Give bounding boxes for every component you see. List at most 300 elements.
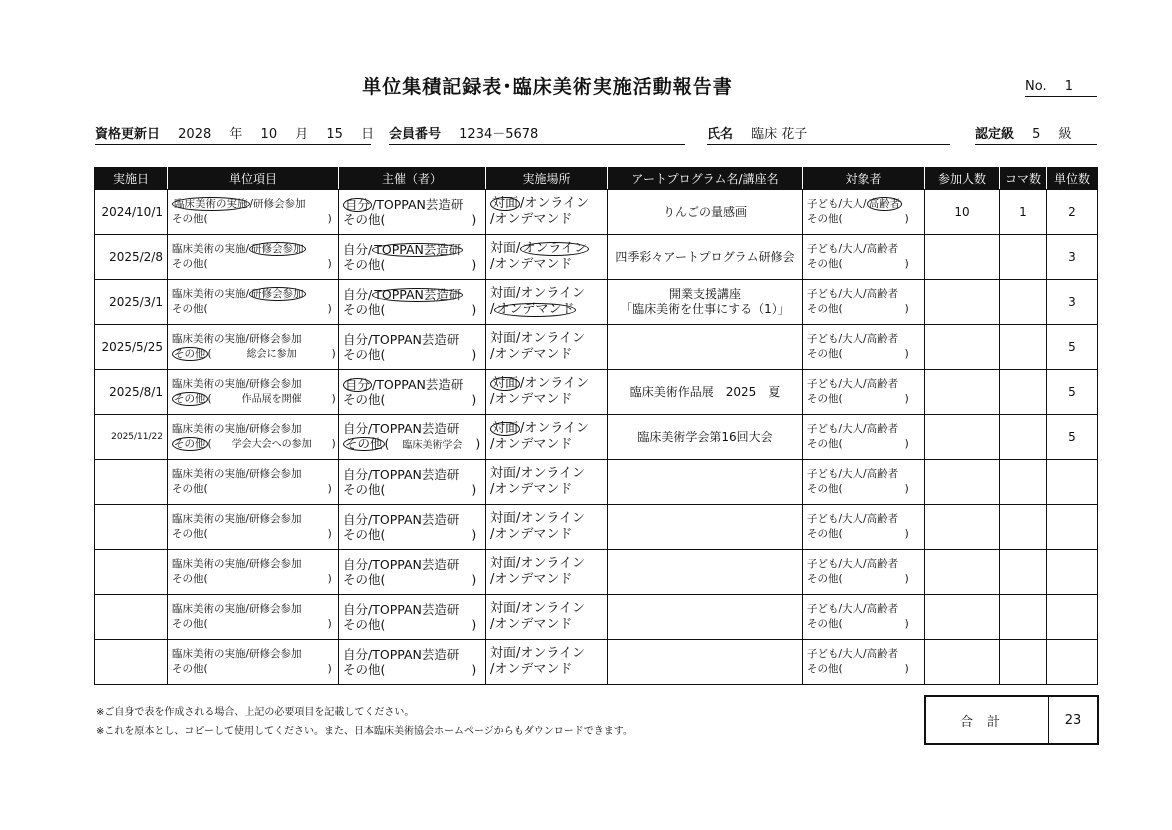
organizer-cell <box>339 505 486 550</box>
option-clinical-art: 臨床美術の実施 <box>172 513 246 525</box>
option-in-person: 対面 <box>490 601 517 616</box>
option-online: オンライン <box>520 646 586 661</box>
header-venue: 実施場所 <box>486 168 608 190</box>
program-cell <box>608 550 803 595</box>
program-line: 臨床美術学会第16回大会 <box>637 429 773 444</box>
paren-open: ( <box>207 348 212 360</box>
option-on-demand: /オンデマンド <box>490 482 573 497</box>
option-on-demand: /オンデマンド <box>490 257 573 272</box>
option-adults: 大人 <box>842 288 864 300</box>
place-separator: / <box>516 466 521 481</box>
option-on-demand: /オンデマンド <box>490 617 573 632</box>
paren-open: ( <box>838 213 843 225</box>
option-on-demand: /オンデマンド <box>490 392 573 407</box>
option-elderly: 高齢者 <box>866 468 899 480</box>
place-separator: / <box>516 601 521 616</box>
credits-cell: 3 <box>1047 280 1098 325</box>
option-unit-other: その他 <box>172 618 204 630</box>
place-separator: / <box>490 302 495 317</box>
place-separator: / <box>520 196 525 211</box>
paren-open: ( <box>384 436 390 451</box>
option-in-person: 対面 <box>492 376 519 391</box>
option-online: オンライン <box>524 196 590 211</box>
place-separator: / <box>516 331 521 346</box>
doc-no-label: No. <box>1025 79 1047 94</box>
paren-open: ( <box>207 438 212 450</box>
target-cell <box>803 640 925 685</box>
document-number <box>1025 79 1097 97</box>
renewal-date-field <box>95 123 375 145</box>
option-training: 研修会参加 <box>249 603 302 615</box>
participants-cell <box>925 415 1000 460</box>
footnotes <box>96 703 633 741</box>
member-label: 会員番号 <box>389 127 442 142</box>
option-on-demand: /オンデマンド <box>490 662 573 677</box>
paren-open: ( <box>838 348 843 360</box>
sessions-cell <box>1000 325 1047 370</box>
date-cell: 2025/11/22 <box>95 415 168 460</box>
credits-cell: 5 <box>1047 325 1098 370</box>
option-on-demand: /オンデマンド <box>490 212 573 227</box>
organizer-cell <box>339 640 486 685</box>
option-children: 子ども <box>807 558 839 570</box>
option-online: オンライン <box>520 556 586 571</box>
paren-close: ) <box>904 258 909 270</box>
org-separator: / <box>372 197 377 212</box>
paren-open: ( <box>838 663 843 675</box>
credits-cell: 5 <box>1047 415 1098 460</box>
credits-cell <box>1047 640 1098 685</box>
option-self: 自分 <box>343 332 369 347</box>
paren-open: ( <box>380 302 386 317</box>
paren-open: ( <box>203 483 208 495</box>
option-online: オンライン <box>520 601 586 616</box>
org-separator: / <box>368 287 373 302</box>
option-toppan: TOPPAN芸造研 <box>372 512 460 527</box>
option-elderly: 高齢者 <box>866 243 899 255</box>
program-cell <box>608 640 803 685</box>
total-value: 23 <box>1064 712 1082 728</box>
target-separator: / <box>863 423 867 435</box>
program-cell <box>608 595 803 640</box>
option-training: 研修会参加 <box>249 333 302 345</box>
paren-close: ) <box>904 303 909 315</box>
sessions-cell <box>1000 460 1047 505</box>
venue-cell <box>486 505 608 550</box>
unit-separator: / <box>245 243 250 255</box>
paren-close: ) <box>471 662 477 677</box>
program-line: りんごの量感画 <box>662 204 747 219</box>
option-self: 自分 <box>345 197 371 212</box>
option-on-demand: オンデマンド <box>496 302 575 317</box>
option-unit-other: その他 <box>174 438 206 450</box>
place-separator: / <box>520 421 525 436</box>
paren-close: ) <box>327 303 332 315</box>
header-sessions: コマ数 <box>1000 168 1047 190</box>
option-toppan: TOPPAN芸造研 <box>372 467 460 482</box>
option-clinical-art: 臨床美術の実施 <box>172 648 246 660</box>
unit-separator: / <box>245 513 250 525</box>
unit-item-cell <box>168 280 339 325</box>
paren-close: ) <box>904 213 909 225</box>
program-line: 「臨床美術を仕事にする（1）」 <box>620 302 790 316</box>
doc-no-value: 1 <box>1064 79 1074 94</box>
unit-other-text: 総会に参加 <box>246 349 297 360</box>
unit-item-cell <box>168 415 339 460</box>
paren-open: ( <box>838 438 843 450</box>
organizer-cell <box>339 595 486 640</box>
paren-close: ) <box>327 618 332 630</box>
option-in-person: 対面 <box>490 556 517 571</box>
target-separator: / <box>838 198 843 210</box>
option-org-other: その他 <box>343 347 381 362</box>
name-label: 氏名 <box>707 127 734 142</box>
participants-cell <box>925 325 1000 370</box>
table-row <box>95 505 1098 550</box>
sessions-cell <box>1000 640 1047 685</box>
option-elderly: 高齢者 <box>866 558 899 570</box>
venue-cell <box>486 280 608 325</box>
option-in-person: 対面 <box>490 646 517 661</box>
participants-cell <box>925 640 1000 685</box>
option-clinical-art: 臨床美術の実施 <box>172 423 246 435</box>
program-cell <box>608 505 803 550</box>
option-adults: 大人 <box>842 423 864 435</box>
paren-open: ( <box>380 617 386 632</box>
organizer-cell <box>339 235 486 280</box>
paren-close: ) <box>471 572 477 587</box>
option-org-other: その他 <box>343 617 381 632</box>
paren-close: ) <box>471 302 477 317</box>
renewal-label: 資格更新日 <box>95 127 161 142</box>
paren-open: ( <box>380 527 386 542</box>
unit-item-cell <box>168 595 339 640</box>
option-elderly: 高齢者 <box>866 378 899 390</box>
participants-cell <box>925 505 1000 550</box>
option-children: 子ども <box>807 603 839 615</box>
option-children: 子ども <box>807 468 839 480</box>
target-separator: / <box>838 603 843 615</box>
paren-open: ( <box>380 257 386 272</box>
option-clinical-art: 臨床美術の実施 <box>172 288 246 300</box>
target-cell <box>803 280 925 325</box>
option-in-person: 対面 <box>490 286 517 301</box>
option-org-other: その他 <box>343 662 381 677</box>
table-row <box>95 190 1098 235</box>
org-separator: / <box>368 602 373 617</box>
paren-open: ( <box>838 573 843 585</box>
target-cell <box>803 550 925 595</box>
paren-close: ) <box>327 663 332 675</box>
option-target-other: その他 <box>807 348 839 360</box>
org-separator: / <box>368 332 373 347</box>
paren-open: ( <box>203 663 208 675</box>
paren-close: ) <box>327 528 332 540</box>
credits-cell: 3 <box>1047 235 1098 280</box>
option-clinical-art: 臨床美術の実施 <box>172 603 246 615</box>
member-number: 1234－5678 <box>459 127 539 142</box>
place-separator: / <box>520 376 525 391</box>
sessions-cell: 1 <box>1000 190 1047 235</box>
paren-close: ) <box>475 436 481 451</box>
renewal-year: 2028 <box>178 127 212 142</box>
paren-close: ) <box>327 483 332 495</box>
target-separator: / <box>863 198 867 210</box>
option-target-other: その他 <box>807 483 839 495</box>
organizer-cell <box>339 370 486 415</box>
sessions-cell <box>1000 370 1047 415</box>
paren-open: ( <box>838 483 843 495</box>
table-row <box>95 280 1098 325</box>
target-separator: / <box>838 333 843 345</box>
paren-close: ) <box>904 393 909 405</box>
activity-log-table <box>94 167 1098 685</box>
option-unit-other: その他 <box>172 303 204 315</box>
table-row <box>95 325 1098 370</box>
paren-open: ( <box>380 662 386 677</box>
option-online: オンライン <box>520 466 586 481</box>
participants-cell <box>925 235 1000 280</box>
option-children: 子ども <box>807 198 839 210</box>
paren-close: ) <box>327 213 332 225</box>
target-cell <box>803 325 925 370</box>
option-self: 自分 <box>343 602 369 617</box>
paren-close: ) <box>471 212 477 227</box>
paren-close: ) <box>327 258 332 270</box>
participants-cell <box>925 460 1000 505</box>
paren-close: ) <box>904 663 909 675</box>
option-adults: 大人 <box>842 198 864 210</box>
option-training: 研修会参加 <box>251 243 304 255</box>
option-children: 子ども <box>807 513 839 525</box>
option-training: 研修会参加 <box>251 288 304 300</box>
option-org-other: その他 <box>343 257 381 272</box>
option-online: オンライン <box>520 511 586 526</box>
option-unit-other: その他 <box>172 663 204 675</box>
option-unit-other: その他 <box>174 393 206 405</box>
option-elderly: 高齢者 <box>866 513 899 525</box>
organizer-cell <box>339 550 486 595</box>
organizer-cell <box>339 415 486 460</box>
participants-cell: 10 <box>925 190 1000 235</box>
renewal-month: 10 <box>260 127 278 142</box>
grade-field <box>975 123 1097 145</box>
venue-cell <box>486 190 608 235</box>
table-header-row <box>95 168 1098 190</box>
member-number-field <box>389 123 685 145</box>
program-cell <box>608 190 803 235</box>
table-row <box>95 550 1098 595</box>
option-in-person: 対面 <box>490 511 517 526</box>
venue-cell <box>486 370 608 415</box>
option-on-demand: /オンデマンド <box>490 572 573 587</box>
date-cell <box>95 550 168 595</box>
unit-item-cell <box>168 640 339 685</box>
paren-close: ) <box>904 438 909 450</box>
sessions-cell <box>1000 235 1047 280</box>
paren-open: ( <box>380 212 386 227</box>
option-elderly: 高齢者 <box>866 288 899 300</box>
document-title: 単位集積記録表･臨床美術実施活動報告書 <box>362 76 733 98</box>
program-cell <box>608 235 803 280</box>
unit-separator: / <box>245 468 250 480</box>
org-separator: / <box>368 421 373 436</box>
target-cell <box>803 460 925 505</box>
unit-item-cell <box>168 325 339 370</box>
option-self: 自分 <box>343 647 369 662</box>
option-elderly: 高齢者 <box>868 198 901 210</box>
program-cell <box>608 415 803 460</box>
paren-open: ( <box>207 393 212 405</box>
paren-open: ( <box>838 393 843 405</box>
option-online: オンライン <box>522 241 588 256</box>
option-target-other: その他 <box>807 258 839 270</box>
option-target-other: その他 <box>807 393 839 405</box>
credits-cell <box>1047 550 1098 595</box>
footnote-1: ※ご自身で表を作成される場合、上記の必要項目を記載してください。 <box>96 707 415 718</box>
target-separator: / <box>863 243 867 255</box>
option-elderly: 高齢者 <box>866 333 899 345</box>
target-cell <box>803 235 925 280</box>
unit-item-cell <box>168 550 339 595</box>
table-row <box>95 595 1098 640</box>
date-cell: 2024/10/1 <box>95 190 168 235</box>
option-adults: 大人 <box>842 603 864 615</box>
option-online: オンライン <box>524 421 590 436</box>
option-self: 自分 <box>343 287 369 302</box>
venue-cell <box>486 460 608 505</box>
table-body <box>95 190 1098 685</box>
org-separator: / <box>368 467 373 482</box>
option-on-demand: /オンデマンド <box>490 347 573 362</box>
paren-close: ) <box>904 618 909 630</box>
paren-close: ) <box>471 257 477 272</box>
organizer-cell <box>339 280 486 325</box>
option-children: 子ども <box>807 333 839 345</box>
participants-cell <box>925 595 1000 640</box>
date-cell <box>95 460 168 505</box>
option-adults: 大人 <box>842 558 864 570</box>
sessions-cell <box>1000 280 1047 325</box>
date-cell: 2025/5/25 <box>95 325 168 370</box>
member-name: 臨床 花子 <box>751 127 808 142</box>
credits-cell: 2 <box>1047 190 1098 235</box>
table-row <box>95 460 1098 505</box>
unit-separator: / <box>245 333 250 345</box>
target-separator: / <box>863 603 867 615</box>
sessions-cell <box>1000 550 1047 595</box>
option-elderly: 高齢者 <box>866 603 899 615</box>
target-separator: / <box>838 243 843 255</box>
target-cell <box>803 505 925 550</box>
venue-cell <box>486 415 608 460</box>
option-org-other: その他 <box>343 392 381 407</box>
option-in-person: 対面 <box>490 241 517 256</box>
option-toppan: TOPPAN芸造研 <box>374 287 462 302</box>
date-cell <box>95 505 168 550</box>
date-cell: 2025/3/1 <box>95 280 168 325</box>
option-adults: 大人 <box>842 648 864 660</box>
sessions-cell <box>1000 595 1047 640</box>
venue-cell <box>486 640 608 685</box>
unit-other-text: 作品展を開催 <box>241 394 302 405</box>
option-self: 自分 <box>343 467 369 482</box>
program-cell <box>608 460 803 505</box>
org-separator: / <box>368 647 373 662</box>
paren-open: ( <box>838 618 843 630</box>
renewal-month-unit: 月 <box>295 127 309 142</box>
program-line: 四季彩々アートプログラム研修会 <box>615 249 795 264</box>
header-target: 対象者 <box>803 168 925 190</box>
participants-cell <box>925 550 1000 595</box>
paren-open: ( <box>380 392 386 407</box>
option-toppan: TOPPAN芸造研 <box>376 197 464 212</box>
paren-open: ( <box>203 528 208 540</box>
header-organizer: 主催（者） <box>339 168 486 190</box>
paren-open: ( <box>838 258 843 270</box>
option-unit-other: その他 <box>174 348 206 360</box>
table-row <box>95 370 1098 415</box>
target-separator: / <box>838 468 843 480</box>
paren-close: ) <box>904 483 909 495</box>
unit-separator: / <box>245 423 250 435</box>
table-row <box>95 235 1098 280</box>
option-training: 研修会参加 <box>249 468 302 480</box>
venue-cell <box>486 235 608 280</box>
option-adults: 大人 <box>842 243 864 255</box>
target-separator: / <box>863 378 867 390</box>
organizer-cell <box>339 325 486 370</box>
sessions-cell <box>1000 415 1047 460</box>
option-training: 研修会参加 <box>249 423 302 435</box>
option-children: 子ども <box>807 378 839 390</box>
date-cell <box>95 595 168 640</box>
option-on-demand: /オンデマンド <box>490 437 573 452</box>
paren-open: ( <box>380 482 386 497</box>
option-clinical-art: 臨床美術の実施 <box>172 243 246 255</box>
paren-close: ) <box>904 528 909 540</box>
target-separator: / <box>838 558 843 570</box>
footnote-2: ※これを原本とし、コピーして使用してください。また、日本臨床美術協会ホームページからもダウンロードできます。 <box>96 726 633 737</box>
option-org-other: その他 <box>343 572 381 587</box>
program-cell <box>608 370 803 415</box>
option-org-other: その他 <box>343 482 381 497</box>
target-cell <box>803 415 925 460</box>
place-separator: / <box>516 646 521 661</box>
option-adults: 大人 <box>842 468 864 480</box>
organizer-cell <box>339 460 486 505</box>
target-separator: / <box>838 378 843 390</box>
option-training: 研修会参加 <box>249 558 302 570</box>
paren-close: ) <box>471 527 477 542</box>
target-cell <box>803 595 925 640</box>
venue-cell <box>486 550 608 595</box>
option-target-other: その他 <box>807 663 839 675</box>
venue-cell <box>486 595 608 640</box>
grade-label: 認定級 <box>975 127 1015 142</box>
option-training: 研修会参加 <box>249 513 302 525</box>
credits-cell: 5 <box>1047 370 1098 415</box>
paren-close: ) <box>471 392 477 407</box>
unit-separator: / <box>249 198 254 210</box>
renewal-day-unit: 日 <box>361 127 375 142</box>
option-unit-other: その他 <box>172 483 204 495</box>
option-in-person: 対面 <box>490 331 517 346</box>
option-online: オンライン <box>524 376 590 391</box>
unit-item-cell <box>168 370 339 415</box>
option-online: オンライン <box>520 331 586 346</box>
paren-open: ( <box>203 303 208 315</box>
